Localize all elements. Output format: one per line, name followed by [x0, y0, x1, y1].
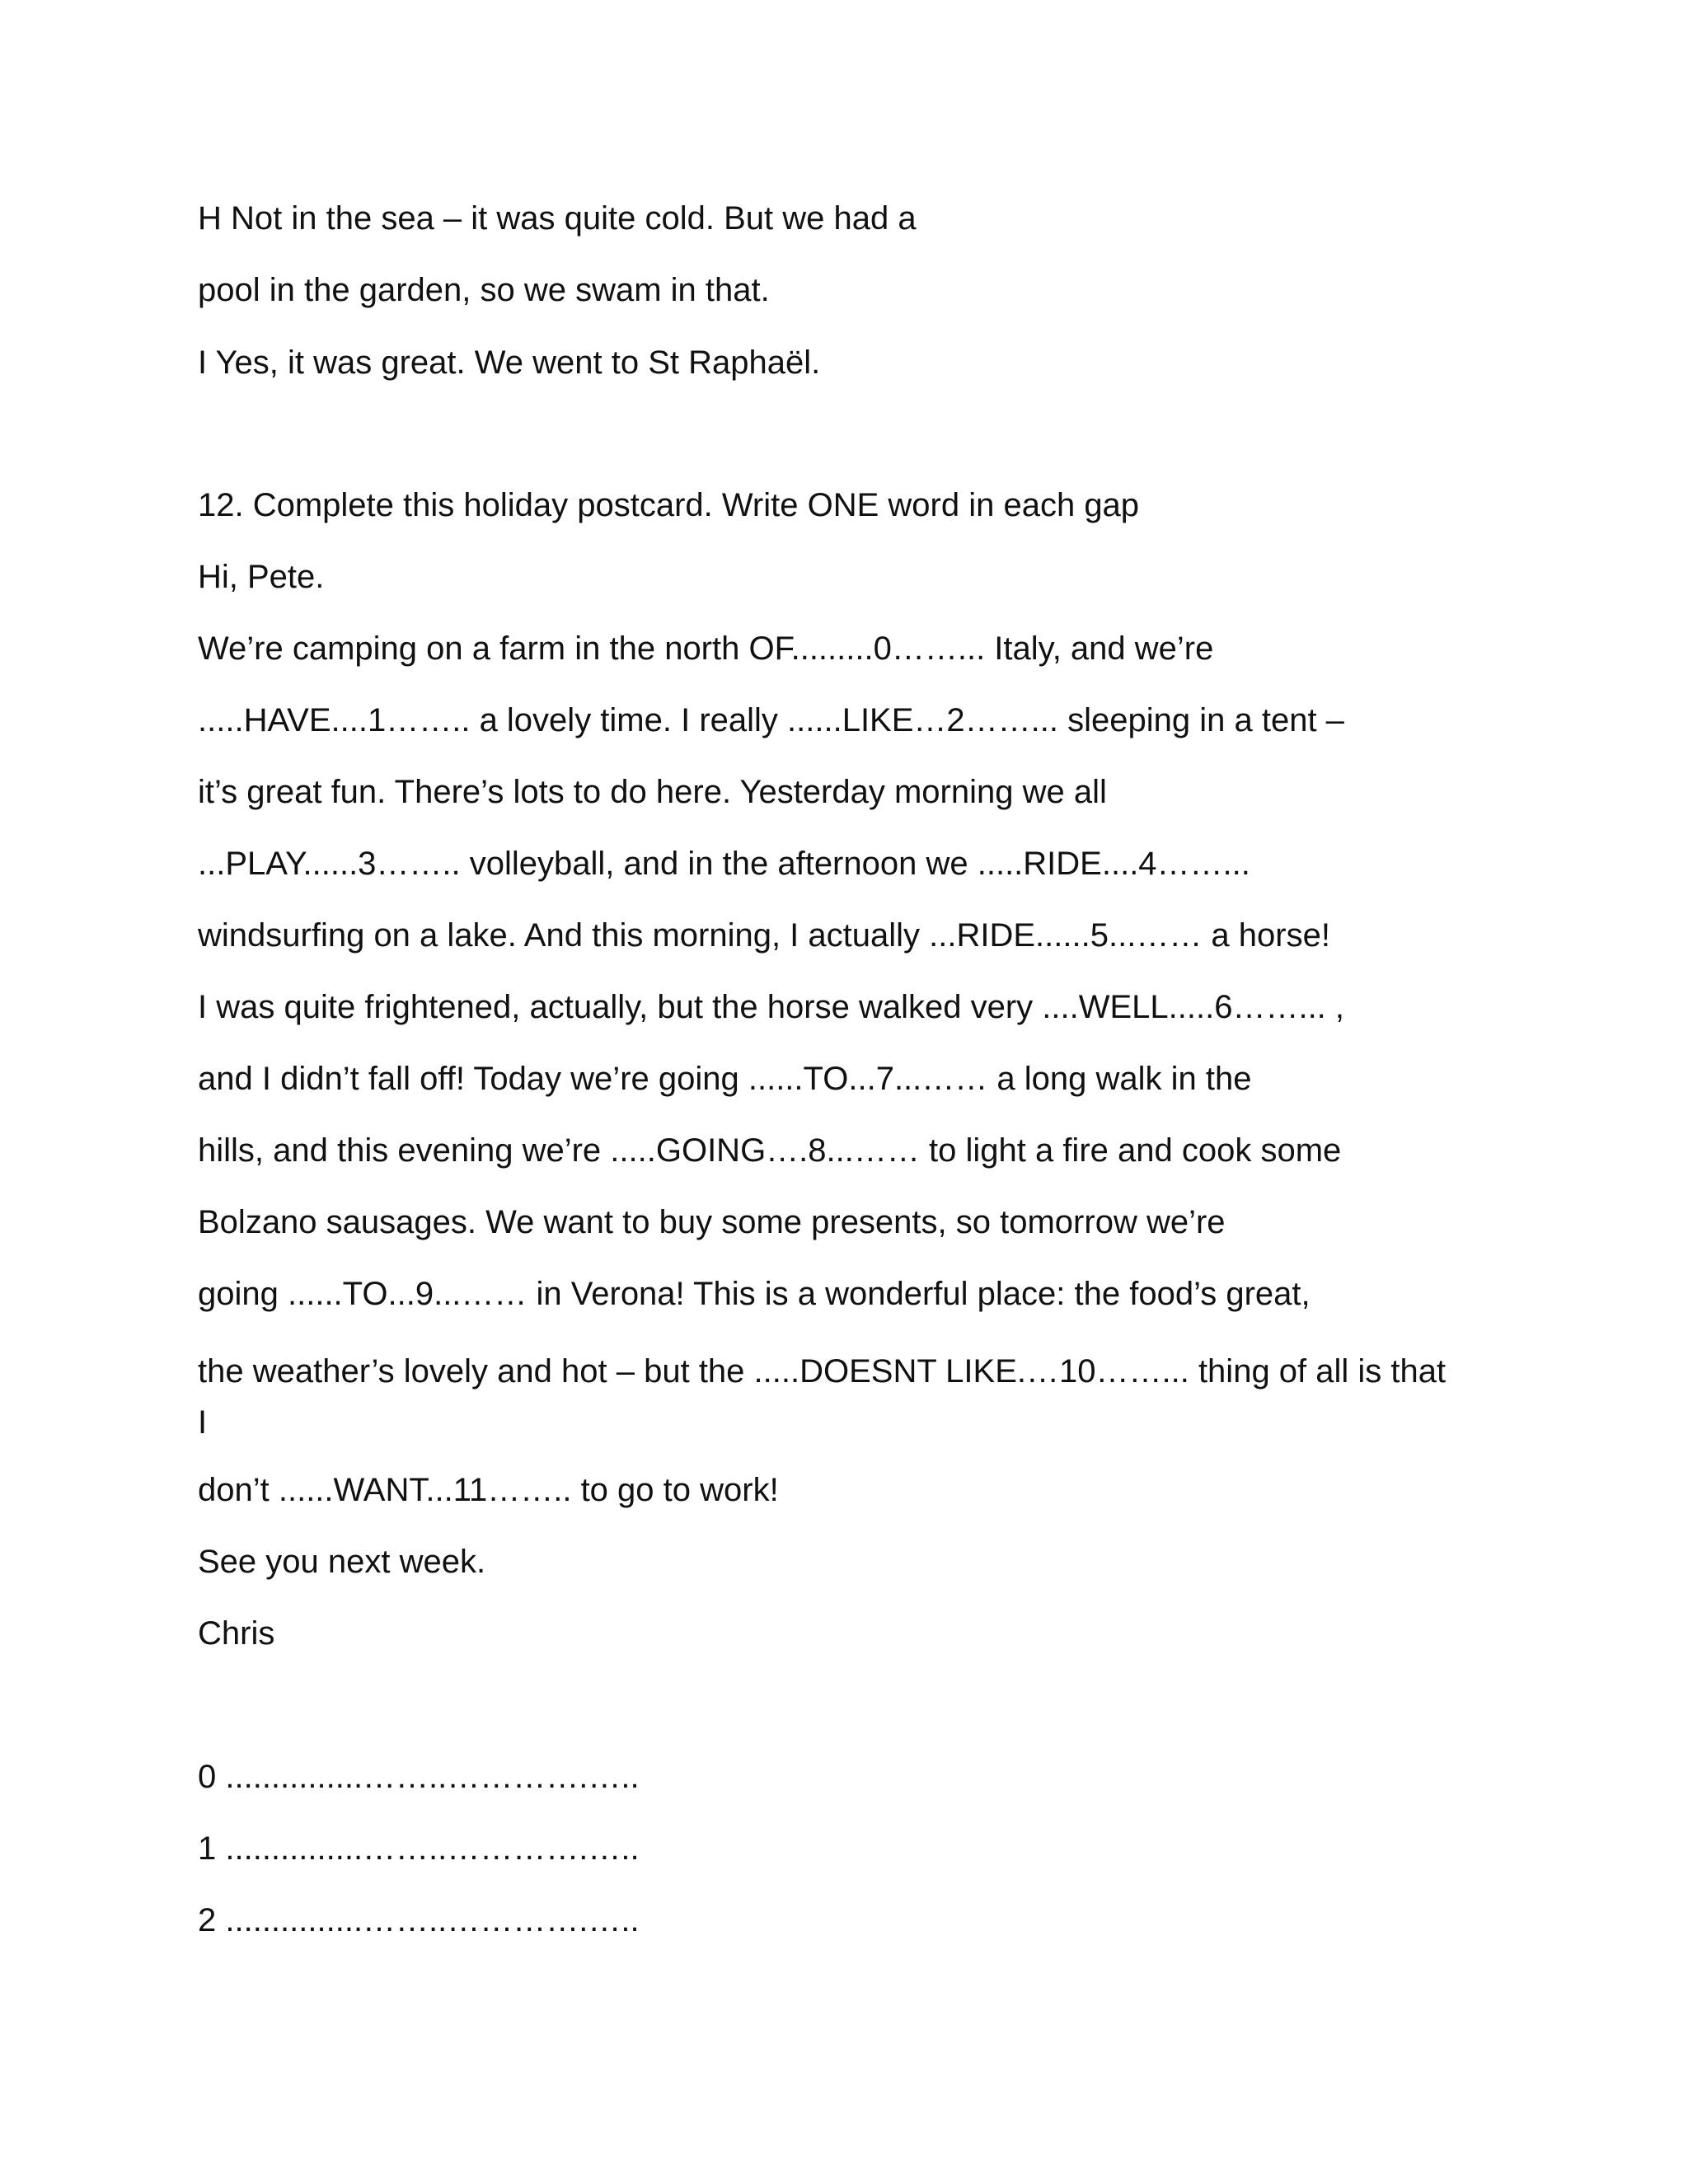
- postcard-line: Bolzano sausages. We want to buy some presents, so tomorrow we’re: [198, 1204, 1226, 1240]
- previous-answer-i: I Yes, it was great. We went to St Raphaël.: [198, 344, 821, 381]
- answer-line-0: 0 ...............……..………….…..: [198, 1759, 640, 1795]
- postcard-signature: Chris: [198, 1615, 275, 1652]
- postcard-sign-off: See you next week.: [198, 1544, 486, 1580]
- previous-answer-h: H Not in the sea – it was quite cold. But we had a: [198, 200, 917, 237]
- postcard-line: We’re camping on a farm in the north OF.........0……... Italy, and we’re: [198, 630, 1214, 667]
- postcard-line: and I didn’t fall off! Today we’re going ......TO...7...…… a long walk in the: [198, 1061, 1252, 1097]
- answer-line-2: 2 ...............……..………….…..: [198, 1902, 640, 1938]
- postcard-line: windsurfing on a lake. And this morning, I actually ...RIDE......5...…… a horse!: [198, 917, 1330, 954]
- exercise-instruction: 12. Complete this holiday postcard. Write ONE word in each gap: [198, 487, 1140, 523]
- postcard-line: it’s great fun. There’s lots to do here. Yesterday morning we all: [198, 774, 1107, 810]
- postcard-line: .....HAVE....1…….. a lovely time. I really ......LIKE…2……... sleeping in a tent –: [198, 702, 1344, 738]
- postcard-line-wrapped: the weather’s lovely and hot – but the .....DOESNT LIKE.…10……... thing of all is that I: [198, 1353, 1447, 1441]
- postcard-line: ...PLAY......3…….. volleyball, and in the afternoon we .....RIDE....4……...: [198, 846, 1250, 882]
- postcard-line: going ......TO...9...…… in Verona! This is a wonderful place: the food’s great,: [198, 1276, 1311, 1312]
- previous-answer-h-continued: pool in the garden, so we swam in that.: [198, 272, 770, 308]
- postcard-line: don’t ......WANT...11…….. to go to work!: [198, 1472, 779, 1508]
- postcard-greeting: Hi, Pete.: [198, 559, 325, 595]
- answer-line-1: 1 ...............……..………….…..: [198, 1830, 640, 1867]
- postcard-line: I was quite frightened, actually, but the horse walked very ....WELL.....6……... ,: [198, 989, 1345, 1025]
- postcard-line: hills, and this evening we’re .....GOING….8...…… to light a fire and cook some: [198, 1132, 1342, 1169]
